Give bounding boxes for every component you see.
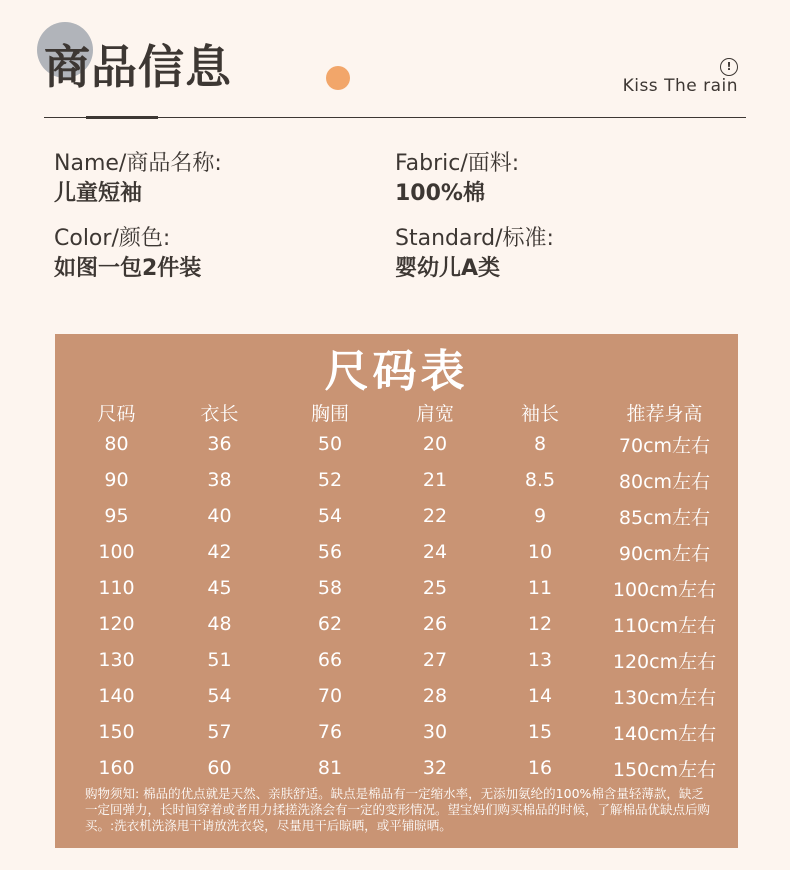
size-row xyxy=(65,498,730,534)
column-header: 衣长 xyxy=(200,402,239,425)
size-table-header xyxy=(65,398,730,426)
purchase-notice: 购物须知: 棉品的优点就是天然、亲肤舒适。缺点是棉品有一定缩水率，无添加氨纶的100%棉含量轻薄款，缺乏一定回弹力，长时间穿着或者用力揉搓洗涤会有一定的变形情况。望宝妈们购买棉品的时候，了解棉品优缺点后购买。:洗衣机洗涤甩干请放洗衣袋，尽量甩干后晾晒，或平铺晾晒。 xyxy=(85,786,711,833)
decorative-orange-dot xyxy=(326,66,350,90)
fabric-value: 100%棉 xyxy=(395,181,485,206)
size-cell: 26 xyxy=(422,613,448,635)
size-cell: 76 xyxy=(317,721,343,743)
size-cell: 100 xyxy=(98,541,135,563)
size-cell: 50 xyxy=(317,433,343,455)
column-header: 推荐身高 xyxy=(626,402,703,425)
size-cell: 54 xyxy=(207,685,232,707)
size-cell: 140 xyxy=(98,685,135,707)
standard-field xyxy=(395,224,554,284)
size-row xyxy=(65,642,730,678)
size-cell: 36 xyxy=(207,433,232,455)
size-cell: 70 xyxy=(317,685,343,707)
size-row xyxy=(65,606,730,642)
size-cell: 120 xyxy=(98,613,135,635)
size-cell: 8 xyxy=(533,433,547,455)
size-cell: 62 xyxy=(317,613,343,635)
size-row xyxy=(65,534,730,570)
color-field xyxy=(54,224,201,284)
name-value: 儿童短袖 xyxy=(54,181,143,206)
size-table xyxy=(65,398,730,786)
size-cell: 160 xyxy=(98,757,135,779)
size-cell: 66 xyxy=(317,649,343,671)
size-cell: 13 xyxy=(527,649,553,671)
size-cell: 32 xyxy=(422,757,448,779)
size-cell: 16 xyxy=(527,757,553,779)
size-cell: 110 xyxy=(98,577,135,599)
color-label: Color/颜色: xyxy=(54,226,171,251)
size-row xyxy=(65,570,730,606)
size-row xyxy=(65,426,730,462)
size-chart-panel xyxy=(55,334,738,848)
size-cell: 85cm左右 xyxy=(618,506,711,529)
size-cell: 8.5 xyxy=(524,469,556,491)
size-cell: 45 xyxy=(207,577,232,599)
size-cell: 150 xyxy=(98,721,135,743)
size-cell: 110cm左右 xyxy=(612,614,717,637)
size-row xyxy=(65,714,730,750)
size-cell: 10 xyxy=(527,541,553,563)
size-row xyxy=(65,462,730,498)
size-cell: 27 xyxy=(422,649,448,671)
size-cell: 52 xyxy=(317,469,343,491)
size-cell: 90cm左右 xyxy=(618,542,711,565)
column-header: 尺码 xyxy=(97,402,136,425)
size-cell: 24 xyxy=(422,541,448,563)
size-cell: 90 xyxy=(104,469,129,491)
size-cell: 56 xyxy=(317,541,343,563)
size-cell: 130 xyxy=(98,649,135,671)
fabric-label: Fabric/面料: xyxy=(395,151,520,176)
info-icon: ! xyxy=(720,58,738,76)
header-divider-accent xyxy=(86,116,158,119)
size-cell: 58 xyxy=(317,577,343,599)
standard-value: 婴幼儿A类 xyxy=(395,256,501,281)
column-header: 肩宽 xyxy=(415,402,454,425)
size-cell: 11 xyxy=(527,577,553,599)
size-cell: 130cm左右 xyxy=(612,686,717,709)
column-header: 袖长 xyxy=(520,402,559,425)
page-title: 商品信息 xyxy=(44,40,232,94)
name-field xyxy=(54,149,222,209)
size-cell: 22 xyxy=(422,505,448,527)
size-cell: 21 xyxy=(422,469,448,491)
size-cell: 42 xyxy=(207,541,232,563)
size-cell: 48 xyxy=(207,613,232,635)
size-cell: 51 xyxy=(207,649,232,671)
size-cell: 80cm左右 xyxy=(618,470,711,493)
standard-label: Standard/标准: xyxy=(395,226,554,251)
name-label: Name/商品名称: xyxy=(54,151,222,176)
size-cell: 28 xyxy=(422,685,448,707)
size-cell: 54 xyxy=(317,505,343,527)
column-header: 胸围 xyxy=(310,402,349,425)
size-cell: 30 xyxy=(422,721,448,743)
size-row xyxy=(65,678,730,714)
size-chart-title: 尺码表 xyxy=(324,346,469,397)
size-cell: 150cm左右 xyxy=(612,758,717,781)
size-cell: 57 xyxy=(207,721,232,743)
size-cell: 38 xyxy=(207,469,232,491)
size-cell: 25 xyxy=(422,577,448,599)
fabric-field xyxy=(395,149,519,209)
size-cell: 12 xyxy=(527,613,553,635)
size-row xyxy=(65,750,730,786)
size-cell: 14 xyxy=(527,685,553,707)
size-cell: 60 xyxy=(207,757,232,779)
size-cell: 80 xyxy=(104,433,129,455)
color-value: 如图一包2件装 xyxy=(54,256,202,281)
size-cell: 40 xyxy=(207,505,232,527)
size-cell: 140cm左右 xyxy=(612,722,717,745)
size-cell: 95 xyxy=(104,505,129,527)
size-cell: 15 xyxy=(527,721,553,743)
size-cell: 20 xyxy=(422,433,448,455)
size-cell: 81 xyxy=(317,757,343,779)
size-cell: 9 xyxy=(533,505,547,527)
size-cell: 70cm左右 xyxy=(618,434,711,457)
brand-text: Kiss The rain xyxy=(622,76,738,96)
size-cell: 100cm左右 xyxy=(612,578,717,601)
size-cell: 120cm左右 xyxy=(612,650,717,673)
